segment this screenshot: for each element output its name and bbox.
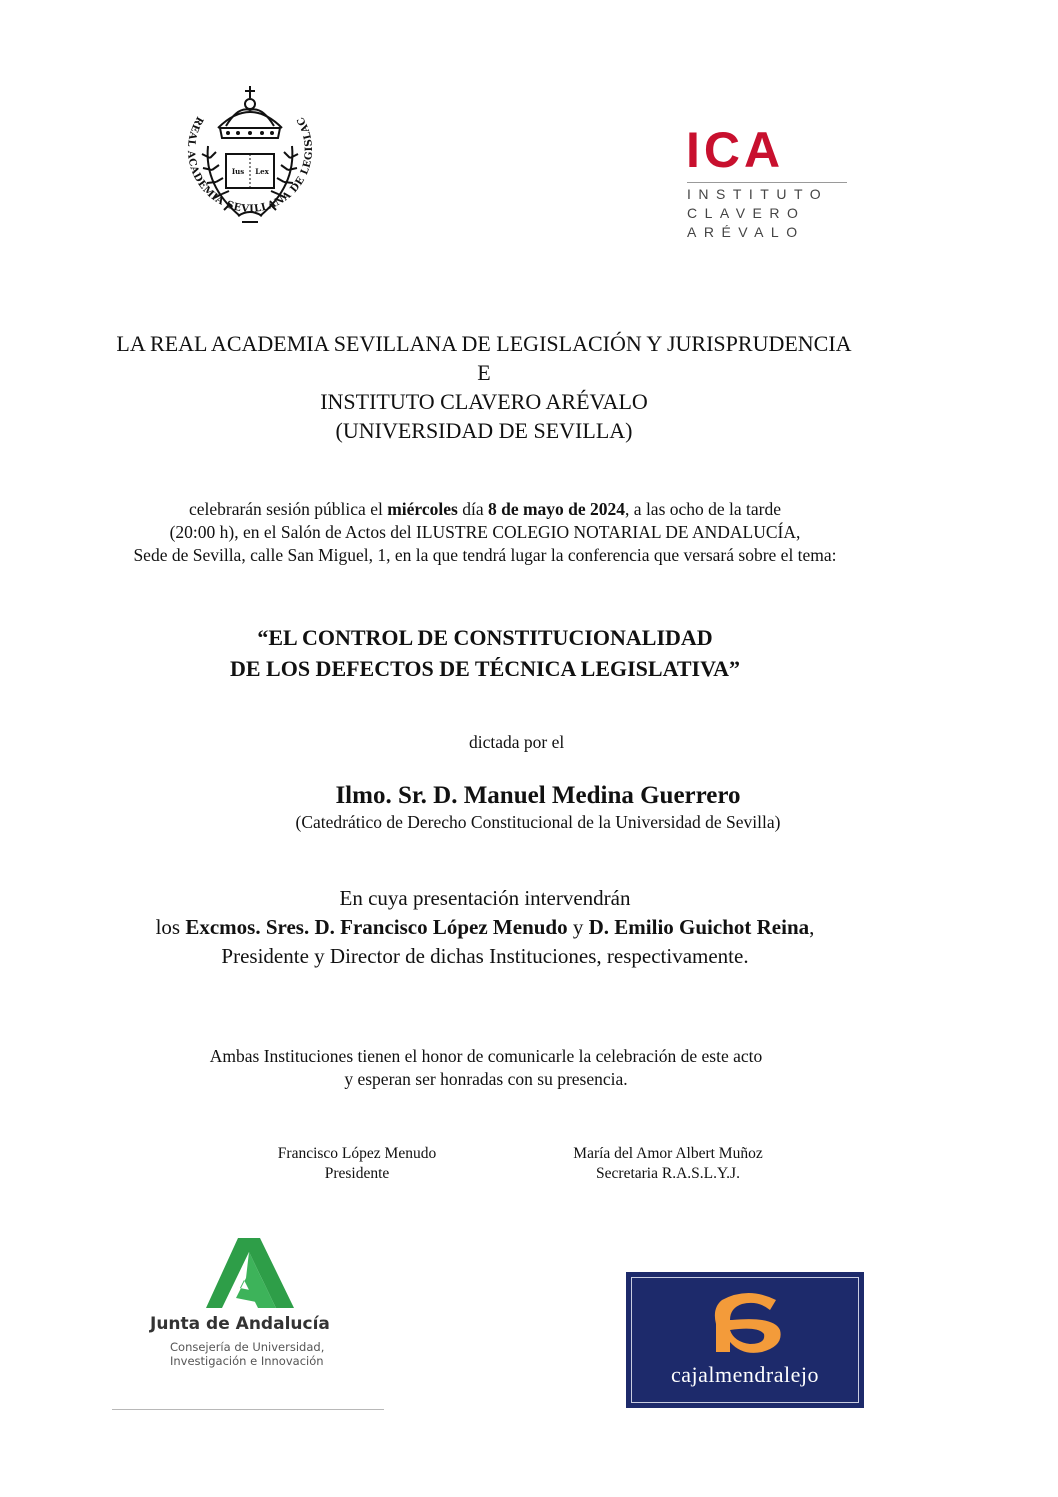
svg-text:REAL ACADEMIA SEVILLANA DE LEG — [168, 76, 315, 215]
ica-word-arevalo: ARÉVALO — [687, 224, 805, 240]
heading-block — [0, 329, 968, 445]
speaker-role: (Catedrático de Derecho Constitucional de la Universidad de Sevilla) — [295, 812, 781, 832]
seal-book-right-text: Lex — [255, 167, 269, 176]
lecture-title-line-2: DE LOS DEFECTOS DE TÉCNICA LEGISLATIVA” — [229, 656, 741, 681]
ica-word-clavero: CLAVERO — [687, 205, 806, 221]
lecture-by: dictada por el — [469, 732, 565, 752]
presentation-block — [0, 884, 970, 971]
junta-divider — [112, 1409, 384, 1410]
signature-title: Presidente — [324, 1165, 390, 1182]
caja-a-emblem-icon — [704, 1290, 788, 1360]
ica-word-instituto: INSTITUTO — [687, 186, 829, 202]
junta-andalucia-logo — [118, 1232, 388, 1412]
announcement-text: celebrarán sesión pública el — [188, 499, 388, 519]
announcement-line-3: Sede de Sevilla, calle San Miguel, 1, en la que tendrá lugar la conferencia que versará sobre el tema: — [133, 545, 837, 565]
cajalmendralejo-logo — [626, 1272, 864, 1408]
heading-conjunction: E — [477, 360, 491, 385]
signature-name: María del Amor Albert Muñoz — [573, 1145, 763, 1162]
closing-line-1: Ambas Instituciones tienen el honor de comunicarle la celebración de este acto — [209, 1046, 763, 1066]
lecture-title — [0, 622, 970, 684]
speaker-name: Ilmo. Sr. D. Manuel Medina Guerrero — [335, 782, 741, 809]
announcement-weekday: miércoles — [387, 499, 458, 519]
announcement-date: 8 de mayo de 2024 — [487, 499, 626, 519]
ica-logo — [680, 122, 855, 243]
announcement-text: día — [457, 499, 488, 519]
junta-sub-line-2: Investigación e Innovación — [170, 1354, 324, 1368]
signature-president — [237, 1144, 477, 1184]
signature-title: Secretaria R.A.S.L.Y.J. — [596, 1165, 740, 1182]
ica-divider — [687, 182, 847, 183]
presentation-text: los — [155, 915, 186, 939]
junta-name: Junta de Andalucía — [150, 1314, 330, 1334]
closing-line-2: y esperan ser honradas con su presencia. — [344, 1069, 628, 1089]
seal-emblem-icon — [168, 76, 332, 236]
lecture-title-line-1: “EL CONTROL DE CONSTITUCIONALIDAD — [257, 625, 713, 650]
real-academia-seal-logo — [168, 76, 332, 236]
signature-secretary — [538, 1144, 798, 1184]
seal-book-left-text: Ius — [231, 167, 245, 176]
presenter-2: D. Emilio Guichot Reina — [588, 915, 810, 939]
presentation-line-1: En cuya presentación intervendrán — [339, 886, 631, 910]
speaker-block — [58, 781, 1018, 833]
caja-name: cajalmendralejo — [671, 1362, 819, 1387]
heading-university: (UNIVERSIDAD DE SEVILLA) — [335, 418, 633, 443]
announcement-block — [0, 498, 970, 567]
heading-academy: LA REAL ACADEMIA SEVILLANA DE LEGISLACIÓN Y JURISPRUDENCIA — [116, 331, 852, 356]
presenter-1: Excmos. Sres. D. Francisco López Menudo — [185, 915, 568, 939]
ica-mark: ICA — [686, 122, 785, 178]
presentation-text: , — [809, 915, 815, 939]
junta-a-emblem-icon — [206, 1238, 296, 1308]
presentation-line-3: Presidente y Director de dichas Instituciones, respectivamente. — [221, 944, 749, 968]
presentation-line-2 — [0, 913, 970, 942]
announcement-line-2: (20:00 h), en el Salón de Actos del ILUSTRE COLEGIO NOTARIAL DE ANDALUCÍA, — [169, 522, 801, 542]
signature-name: Francisco López Menudo — [277, 1145, 437, 1162]
heading-institute: INSTITUTO CLAVERO ARÉVALO — [320, 389, 648, 414]
announcement-time: , a las ocho de la tarde — [625, 499, 782, 519]
presentation-text: y — [567, 915, 589, 939]
junta-sub-line-1: Consejería de Universidad, — [170, 1340, 325, 1354]
announcement-line-1 — [0, 498, 970, 521]
seal-ring-text: REAL ACADEMIA SEVILLANA DE LEGISLAC — [184, 114, 316, 215]
closing-block — [0, 1045, 972, 1091]
